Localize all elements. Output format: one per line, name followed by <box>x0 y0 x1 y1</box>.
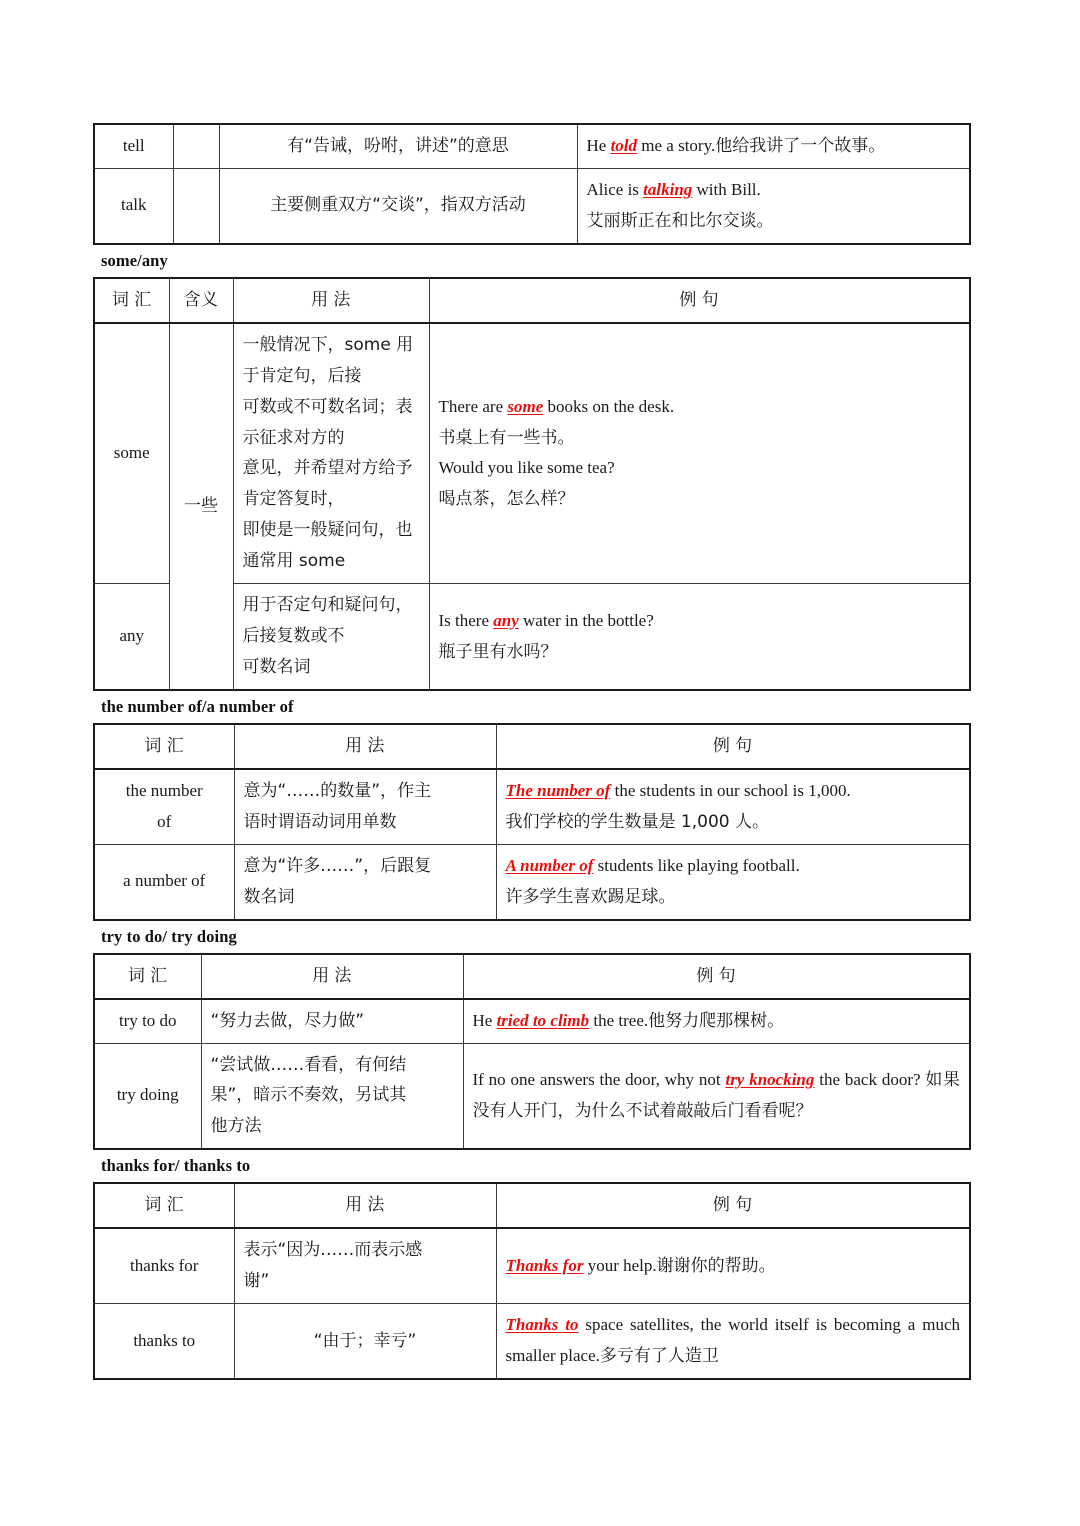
example-emphasis: talking <box>643 179 693 199</box>
header-word: 词 汇 <box>94 278 169 323</box>
example-line <box>587 131 961 162</box>
example-text-pre: If no one answers the door, why not <box>472 1070 726 1089</box>
word-line: of <box>157 811 172 831</box>
example-cell <box>496 769 970 844</box>
example-line: 书桌上有一些书。 <box>438 427 575 448</box>
example-cell <box>577 168 970 243</box>
table-thanks <box>93 1182 971 1380</box>
table-row <box>94 124 970 168</box>
word-line: thanks to <box>133 1330 196 1350</box>
example-text-pre: Is there <box>438 610 494 630</box>
example-text-pre: There are <box>438 396 508 416</box>
example-emphasis: The number of <box>505 780 611 800</box>
example-text-pre: He <box>586 136 611 155</box>
example-line: Would you like some tea? <box>438 458 615 478</box>
example-line: 喝点茶，怎么样？ <box>438 489 575 510</box>
example-cell <box>496 844 970 919</box>
header-example: 例 句 <box>496 724 970 769</box>
word-cell <box>94 1043 201 1149</box>
table-header-row <box>94 1183 970 1228</box>
header-word: 词 汇 <box>94 724 234 769</box>
example-text-post: students like playing football. <box>593 855 800 875</box>
example-cell <box>429 323 970 584</box>
word-cell <box>94 769 234 844</box>
header-example: 例 句 <box>463 954 970 999</box>
table-number-of <box>93 723 971 921</box>
example-text-post: books on the desk. <box>543 396 675 416</box>
header-meaning: 含义 <box>169 278 233 323</box>
usage-line: “尝试做……看看，有何结 <box>210 1054 407 1075</box>
usage-cell <box>233 323 429 584</box>
example-cell <box>496 1304 970 1379</box>
example-line: 艾丽斯正在和比尔交谈。 <box>586 210 774 231</box>
example-emphasis: A number of <box>505 855 594 875</box>
usage-line: 即使是一般疑问句，也通常用 some <box>242 520 413 572</box>
example-text-post: your help.谢谢你的帮助。 <box>583 1255 776 1275</box>
word-line: a number of <box>123 871 206 891</box>
table-row <box>94 999 970 1043</box>
example-line <box>587 175 961 206</box>
example-emphasis: try knocking <box>725 1070 815 1089</box>
usage-line: 果”，暗示不奏效，另试其 <box>210 1085 407 1106</box>
example-line: 瓶子里有水吗？ <box>438 641 558 662</box>
example-text-post: with Bill. <box>692 179 761 199</box>
example-emphasis: tried to climb <box>496 1010 590 1030</box>
example-text-post: space satellites, the world itself is becoming a much smaller place.多亏有了人造卫 <box>505 1315 960 1366</box>
example-text-pre: He <box>472 1010 497 1030</box>
word-cell <box>94 1228 234 1303</box>
meaning-cell: 一些 <box>169 323 233 690</box>
example-emphasis: some <box>507 396 544 416</box>
usage-line: 谢” <box>243 1271 270 1292</box>
caption-some-any: some/any <box>101 250 168 270</box>
meaning-cell <box>173 124 219 168</box>
header-usage: 用 法 <box>234 1183 496 1228</box>
example-line: 我们学校的学生数量是 1,000 人。 <box>505 811 769 832</box>
example-text-pre: Alice is <box>586 179 644 199</box>
example-text-post: the back door? 如果没有人开门，为什么不试着敲敲后门看看呢？ <box>472 1070 960 1120</box>
word-line: try to do <box>118 1010 177 1030</box>
usage-cell: 主要侧重双方“交谈”，指双方活动 <box>219 168 577 243</box>
meaning-cell <box>173 168 219 243</box>
header-word: 词 汇 <box>94 954 201 999</box>
usage-line: 意为“……的数量”，作主 <box>243 780 432 801</box>
usage-line: 意见，并希望对方给予肯定答复时， <box>242 458 413 510</box>
example-cell <box>577 124 970 168</box>
header-example: 例 句 <box>496 1183 970 1228</box>
example-emphasis: any <box>493 610 519 630</box>
example-line <box>439 606 961 637</box>
usage-line: “努力去做，尽力做” <box>210 1010 365 1031</box>
example-emphasis: Thanks for <box>505 1255 584 1275</box>
example-emphasis: Thanks to <box>505 1315 579 1335</box>
table-some-any <box>93 277 971 691</box>
usage-cell: 有“告诫，吩咐，讲述”的意思 <box>219 124 577 168</box>
example-text-post: the students in our school is 1,000. <box>610 780 851 800</box>
table-header-row <box>94 278 970 323</box>
worksheet-page <box>93 0 969 1380</box>
word-cell: some <box>94 323 169 584</box>
word-line: the number <box>125 780 203 800</box>
example-text-post: me a story.他给我讲了一个故事。 <box>637 136 886 155</box>
table-row <box>94 1304 970 1379</box>
table-row <box>94 168 970 243</box>
table-try-to-do <box>93 953 971 1151</box>
example-line <box>473 1006 961 1037</box>
usage-cell <box>234 844 496 919</box>
usage-cell <box>234 1304 496 1379</box>
example-cell <box>463 999 970 1043</box>
table-tell-talk <box>93 123 971 245</box>
table-header-row <box>94 954 970 999</box>
usage-line: “由于；幸亏” <box>313 1330 417 1351</box>
caption-thanks: thanks for/ thanks to <box>101 1156 251 1176</box>
caption-try-to-do: try to do/ try doing <box>101 926 237 946</box>
word-cell <box>94 1304 234 1379</box>
example-cell <box>463 1043 970 1149</box>
usage-cell <box>234 1228 496 1303</box>
header-usage: 用 法 <box>233 278 429 323</box>
word-cell <box>94 844 234 919</box>
example-text-post: the tree.他努力爬那棵树。 <box>589 1010 785 1030</box>
usage-cell <box>201 1043 463 1149</box>
header-usage: 用 法 <box>201 954 463 999</box>
example-line: 许多学生喜欢踢足球。 <box>505 886 676 907</box>
usage-line: 可数名词 <box>242 657 311 678</box>
table-row <box>94 844 970 919</box>
example-text-post: water in the bottle? <box>518 610 654 630</box>
header-word: 词 汇 <box>94 1183 234 1228</box>
word-cell: talk <box>94 168 173 243</box>
word-cell: any <box>94 584 169 690</box>
table-row <box>94 1043 970 1149</box>
usage-cell <box>234 769 496 844</box>
example-cell <box>429 584 970 690</box>
header-example: 例 句 <box>429 278 970 323</box>
example-cell <box>496 1228 970 1303</box>
table-row <box>94 323 970 584</box>
header-usage: 用 法 <box>234 724 496 769</box>
usage-cell <box>201 999 463 1043</box>
table-row <box>94 769 970 844</box>
top-spacer <box>93 0 969 123</box>
table-header-row <box>94 724 970 769</box>
word-cell <box>94 999 201 1043</box>
example-emphasis: told <box>610 136 638 155</box>
word-line: thanks for <box>130 1255 199 1275</box>
example-line <box>439 392 961 423</box>
usage-cell <box>233 584 429 690</box>
usage-line: 用于否定句和疑问句，后接复数或不 <box>242 595 413 647</box>
caption-number-of: the number of/a number of <box>101 697 294 717</box>
usage-line: 表示“因为……而表示感 <box>243 1240 423 1261</box>
example-line <box>506 776 961 807</box>
usage-line: 他方法 <box>210 1116 262 1137</box>
word-cell: tell <box>94 124 173 168</box>
example-line <box>506 851 961 882</box>
usage-line: 语时谓语动词用单数 <box>243 811 397 832</box>
usage-line: 意为“许多……”，后跟复 <box>243 855 432 876</box>
word-line: try doing <box>116 1085 179 1105</box>
table-row <box>94 1228 970 1303</box>
usage-line: 可数或不可数名词；表示征求对方的 <box>242 396 413 448</box>
usage-line: 数名词 <box>243 886 295 907</box>
usage-line: 一般情况下，some 用于肯定句，后接 <box>242 334 414 386</box>
